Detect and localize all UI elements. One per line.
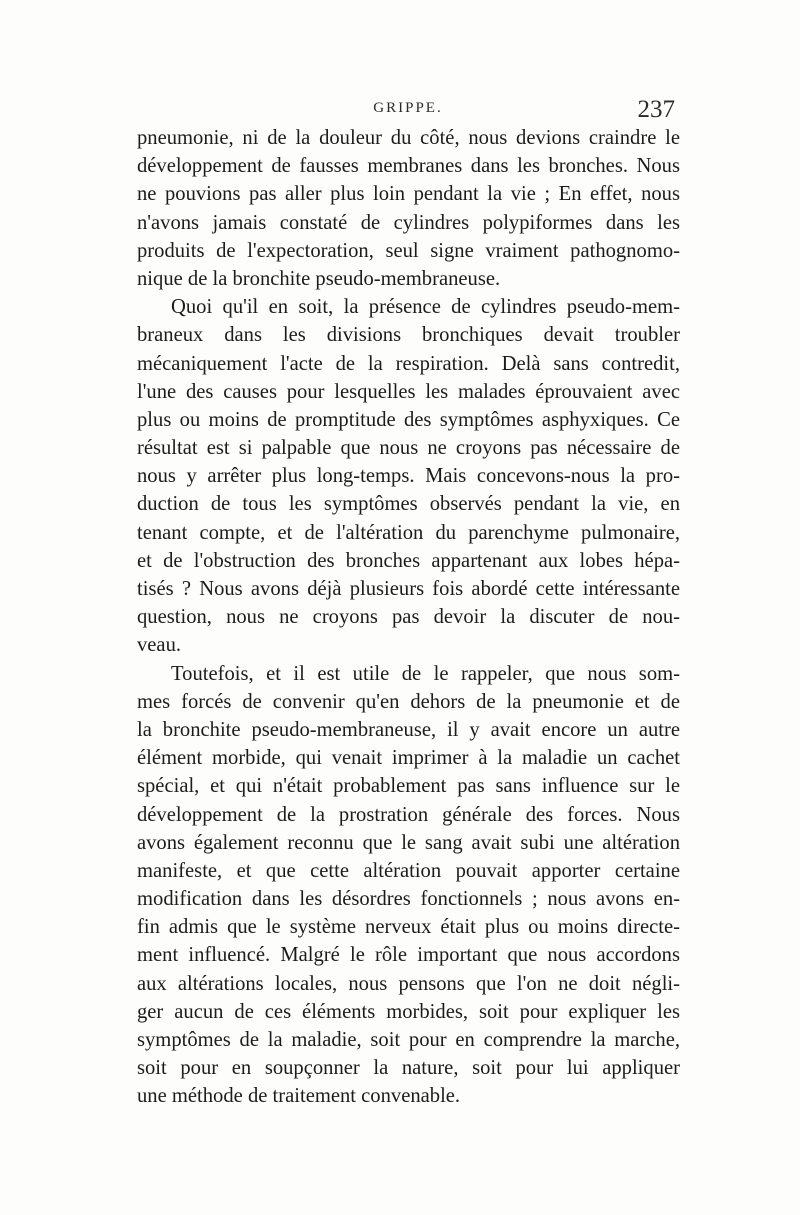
text-line: et de l'obstruction des bronches appartenant aux lobes hépa- <box>137 549 680 572</box>
text-line: spécial, et qui n'était probablement pas sans influence sur le <box>137 775 680 798</box>
text-line: tenant compte, et de l'altération du parenchyme pulmonaire, <box>137 521 680 544</box>
text-line: n'avons jamais constaté de cylindres polypiformes dans les <box>137 211 680 234</box>
body-text <box>137 124 680 1111</box>
text-line: avons également reconnu que le sang avait subi une altération <box>137 831 680 854</box>
text-line: braneux dans les divisions bronchiques devait troubler <box>137 324 680 347</box>
text-line: tisés ? Nous avons déjà plusieurs fois abordé cette intéressante <box>137 578 680 600</box>
text-line: veau. <box>137 634 182 657</box>
text-line: ger aucun de ces éléments morbides, soit pour expliquer les <box>137 1000 680 1023</box>
text-line: résultat est si palpable que nous ne croyons pas nécessaire de <box>137 437 680 460</box>
text-line: développement de la prostration générale des forces. Nous <box>137 803 680 826</box>
text-line: soit pour en soupçonner la nature, soit pour lui appliquer <box>137 1057 680 1080</box>
text-line: aux altérations locales, nous pensons que l'on ne doit négli- <box>137 972 680 995</box>
text-line: l'une des causes pour lesquelles les malades éprouvaient avec <box>137 380 680 403</box>
text-line: Toutefois, et il est utile de le rappeler, que nous som- <box>171 662 680 685</box>
text-line: Quoi qu'il en soit, la présence de cylindres pseudo-mem- <box>171 296 680 319</box>
text-line: plus ou moins de promptitude des symptômes asphyxiques. Ce <box>137 408 680 431</box>
text-line: fin admis que le système nerveux était plus ou moins directe- <box>137 916 680 939</box>
text-line: développement de fausses membranes dans les bronches. Nous <box>137 155 680 178</box>
text-line: produits de l'expectoration, seul signe vraiment pathognomo- <box>137 239 680 262</box>
text-line: ne pouvions pas aller plus loin pendant la vie ; En effet, nous <box>137 183 680 206</box>
text-line: nique de la bronchite pseudo-membraneuse. <box>137 267 501 290</box>
text-line: symptômes de la maladie, soit pour en comprendre la marche, <box>137 1029 680 1051</box>
text-line: nous y arrêter plus long-temps. Mais concevons-nous la pro- <box>137 465 680 488</box>
text-line: manifeste, et que cette altération pouvait apporter certaine <box>137 859 680 882</box>
text-line: la bronchite pseudo-membraneuse, il y avait encore un autre <box>137 718 680 741</box>
text-line: mes forcés de convenir qu'en dehors de la pneumonie et de <box>137 690 680 713</box>
text-line: pneumonie, ni de la douleur du côté, nous devions craindre le <box>137 127 680 149</box>
text-line: duction de tous les symptômes observés pendant la vie, en <box>137 493 680 516</box>
text-line: élément morbide, qui venait imprimer à la maladie un cachet <box>137 747 680 770</box>
page-number: 237 <box>637 96 675 123</box>
text-line: une méthode de traitement convenable. <box>137 1085 461 1108</box>
running-head: GRIPPE. <box>373 100 443 116</box>
text-line: modification dans les désordres fonctionnels ; nous avons en- <box>137 888 680 911</box>
text-line: mécaniquement l'acte de la respiration. Delà sans contredit, <box>137 352 680 375</box>
text-line: question, nous ne croyons pas devoir la discuter de nou- <box>137 606 680 629</box>
page-header <box>137 96 679 126</box>
text-line: ment influencé. Malgré le rôle important que nous accordons <box>137 944 680 967</box>
